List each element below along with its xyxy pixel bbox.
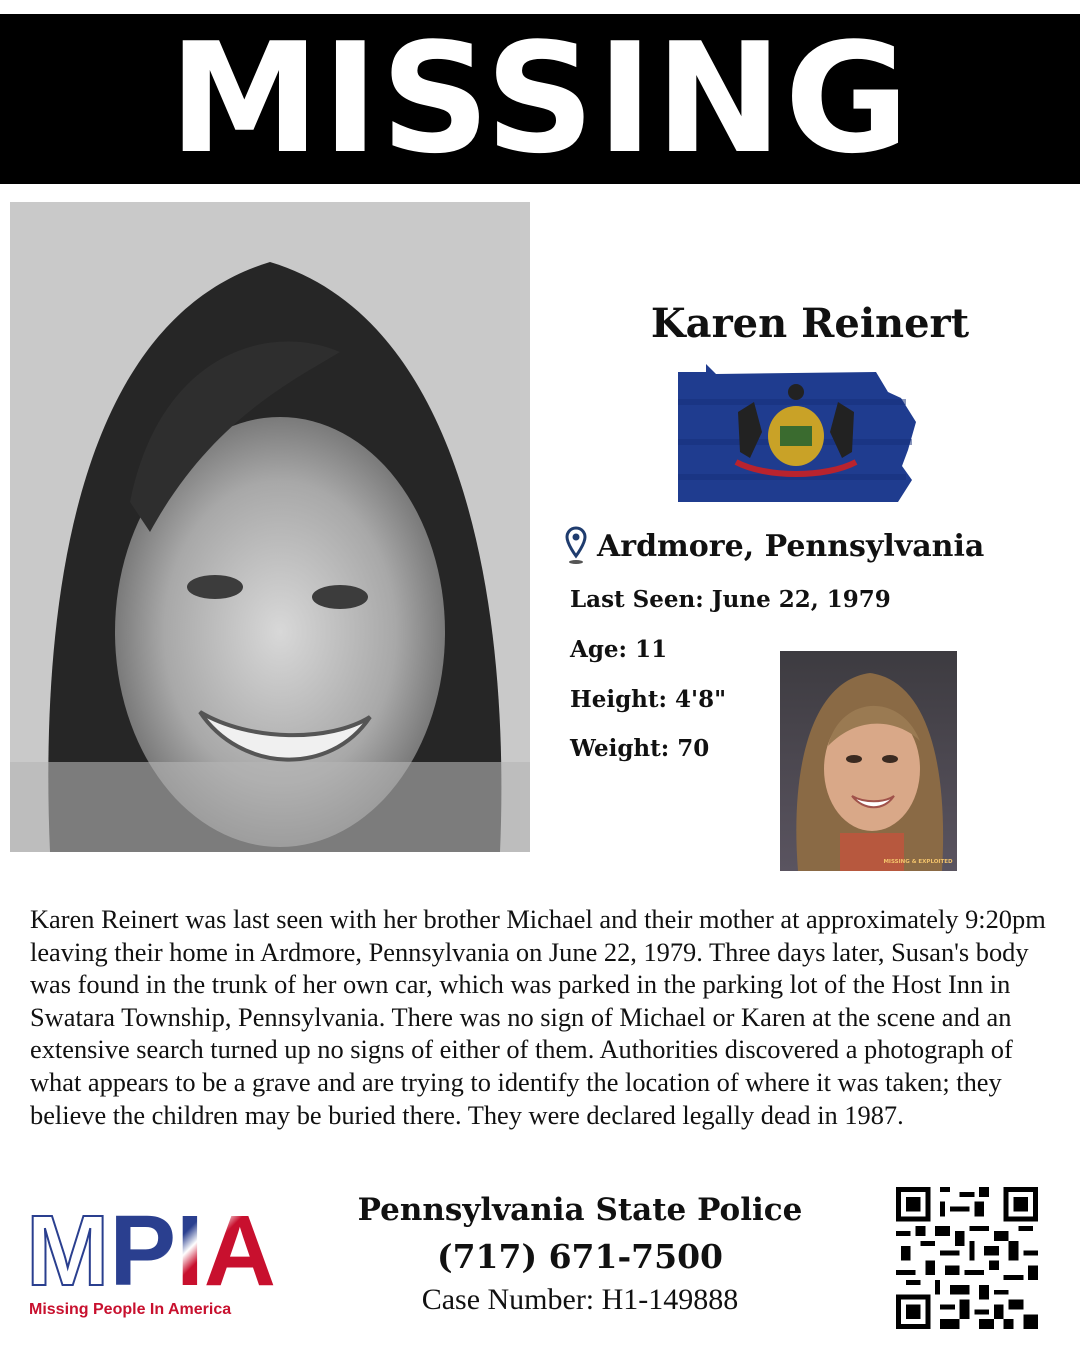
case-number: Case Number: H1-149888 — [421, 1283, 739, 1316]
fact-label: Last Seen: — [570, 586, 704, 613]
mpia-logo — [26, 1195, 277, 1323]
age-progressed-photo — [780, 651, 957, 871]
page-title: MISSING — [168, 10, 912, 187]
logo-tagline: Missing People In America — [29, 1301, 232, 1318]
person-name: Karen Reinert — [650, 300, 970, 347]
logo-letter-m: M — [26, 1195, 110, 1307]
fact-last-seen — [570, 586, 891, 613]
qr-code-icon[interactable] — [896, 1187, 1038, 1329]
map-pin-icon — [565, 526, 587, 566]
agency-name: Pennsylvania State Police — [357, 1192, 803, 1228]
pennsylvania-flag-map — [676, 362, 921, 507]
fact-label: Age: — [570, 636, 628, 663]
fact-value: 11 — [635, 636, 668, 663]
badge-text: MISSING & EXPLOITED — [883, 859, 953, 865]
location-text: Ardmore, Pennsylvania — [597, 528, 985, 564]
logo-letters-pia: PIA — [109, 1195, 277, 1307]
fact-height — [570, 686, 726, 713]
missing-banner — [0, 10, 1080, 187]
contact-block — [300, 1188, 860, 1318]
fact-value: 70 — [677, 735, 710, 762]
fact-label: Height: — [570, 686, 668, 713]
childhood-photo — [10, 202, 530, 852]
last-known-location — [565, 526, 984, 566]
fact-label: Weight: — [570, 735, 670, 762]
fact-value: 4'8" — [675, 686, 727, 713]
fact-age — [570, 636, 667, 663]
phone-number[interactable]: (717) 671-7500 — [436, 1237, 724, 1276]
fact-weight — [570, 735, 709, 762]
case-summary: Karen Reinert was last seen with her brother Michael and their mother at approximately 9:20pm leaving their home in Ardmore, Pennsylvania on June 22, 1979. Three days later, Susan's body was found in the trunk of her own car, which was parked in the parking lot of the Host Inn in Swatara Township, Pennsylvania. There was no sign of Michael or Karen at the scene and an extensive search turned up no signs of either of them. Authorities discovered a photograph of what appears to be a grave and are trying to identify the location of where it was taken; they believe the children may be buried there. They were declared legally dead in 1987. — [30, 904, 1046, 1130]
fact-value: June 22, 1979 — [711, 586, 891, 613]
